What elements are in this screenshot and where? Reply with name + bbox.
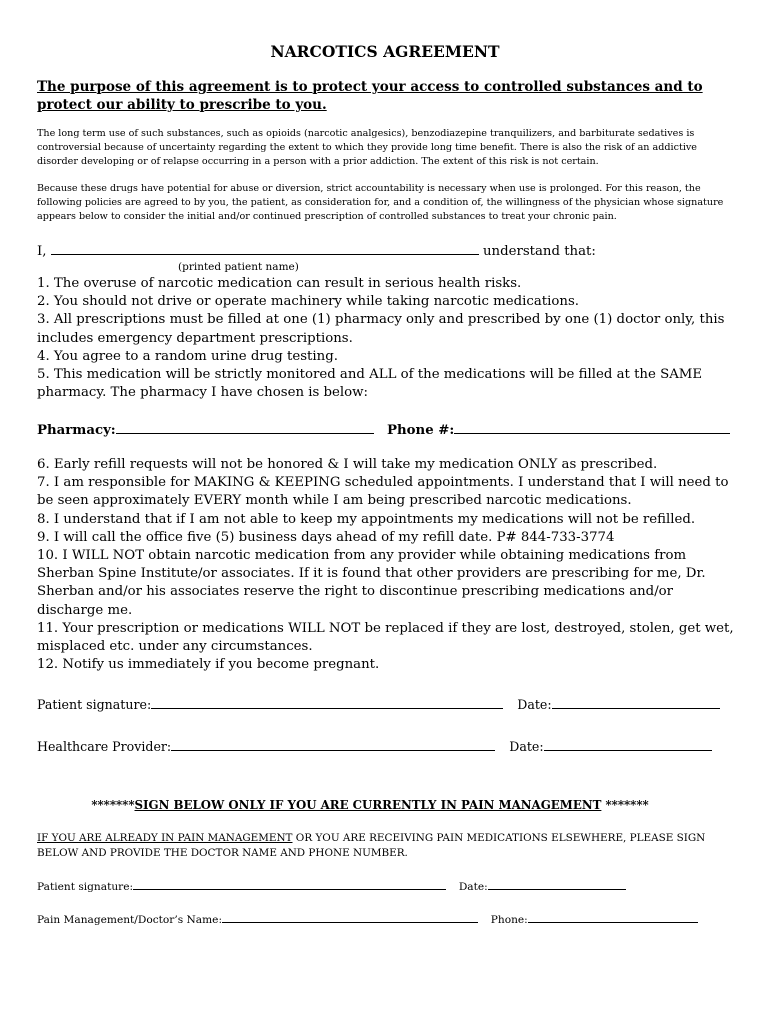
understand-prefix: I, (37, 244, 47, 259)
understand-line (37, 242, 596, 261)
list-item: 5. This medication will be strictly monitored and ALL of the medications will be filled at the SAME pharmacy. The pharmacy I have chosen is below: (37, 367, 703, 401)
patient-name-caption: (printed patient name) (178, 261, 299, 273)
patient-name-field[interactable] (51, 242, 479, 255)
patient-signature-field[interactable] (151, 696, 503, 709)
pharmacy-phone-label: Phone #: (387, 423, 455, 438)
provider-date-field[interactable] (544, 738, 712, 751)
patient-date-field[interactable] (552, 696, 720, 709)
pharmacy-field[interactable] (116, 421, 374, 434)
pain-patient-signature-label: Patient signature: (37, 881, 134, 893)
provider-date-label: Date: (509, 739, 544, 754)
list-item: 6. Early refill requests will not be honored & I will take my medication ONLY as prescribed. (37, 457, 658, 472)
list-item: 2. You should not drive or operate machinery while taking narcotic medications. (37, 294, 580, 310)
pain-doctor-label: Pain Management/Doctor’s Name: (37, 914, 223, 926)
pharmacy-row (37, 421, 730, 440)
pain-management-note (37, 831, 737, 861)
pain-doctor-row (37, 910, 698, 926)
purpose-statement: The purpose of this agreement is to protect your access to controlled substances and to protect our ability to prescribe to you. (37, 79, 703, 113)
pharmacy-label: Pharmacy: (37, 423, 116, 438)
pain-management-heading (0, 798, 740, 812)
pain-date-label: Date: (458, 881, 488, 893)
provider-signature-field[interactable] (171, 738, 495, 751)
pain-note-underlined: IF YOU ARE ALREADY IN PAIN MANAGEMENT (37, 832, 293, 844)
pain-phone-field[interactable] (528, 910, 698, 923)
list-item: 11. Your prescription or medications WILL NOT be replaced if they are lost, destroyed, stolen, get wet, misplaced etc. under any circumstances. (37, 620, 734, 655)
agreement-list-part-2 (37, 456, 737, 674)
list-item: 12. Notify us immediately if you become pregnant. (37, 657, 380, 673)
pain-patient-signature-row (37, 877, 626, 893)
list-item: 9. I will call the office five (5) business days ahead of my refill date. P# 844-733-3774 (37, 529, 615, 545)
understand-suffix: understand that: (482, 244, 596, 259)
list-item: 10. I WILL NOT obtain narcotic medication from any provider while obtaining medications from Sherban Spine Institute/or associates. If it is found that other providers are prescribing for me, Dr. Sherban and/or his associates reserve the right to discontinue prescribing medications and/or discharge me. (37, 548, 706, 618)
stars-right: ******* (601, 798, 649, 812)
pain-phone-label: Phone: (490, 914, 528, 926)
pain-note-rest: OR YOU ARE RECEIVING PAIN MEDICATIONS ELSEWHERE, PLEASE SIGN BELOW AND PROVIDE THE DOCTOR NAME AND PHONE NUMBER. (37, 832, 706, 859)
list-item: 3. All prescriptions must be filled at one (1) pharmacy only and prescribed by one (1) doctor only, this includes emergency department prescriptions. (37, 312, 725, 346)
patient-date-label: Date: (517, 697, 552, 712)
pain-doctor-field[interactable] (222, 910, 478, 923)
patient-signature-label: Patient signature: (37, 697, 152, 712)
list-item: 1. The overuse of narcotic medication can result in serious health risks. (37, 276, 522, 291)
list-item: 7. I am responsible for MAKING & KEEPING scheduled appointments. I understand that I will need to be seen approximately EVERY month while I am being prescribed narcotic medications. (37, 475, 729, 509)
pain-heading-text: SIGN BELOW ONLY IF YOU ARE CURRENTLY IN PAIN MANAGEMENT (134, 798, 602, 812)
provider-signature-label: Healthcare Provider: (37, 739, 172, 754)
pharmacy-phone-field[interactable] (454, 421, 730, 434)
document-title: NARCOTICS AGREEMENT (270, 42, 500, 61)
pain-patient-signature-field[interactable] (133, 877, 446, 890)
provider-signature-row (37, 738, 712, 754)
stars-left: ******* (91, 798, 135, 812)
pain-date-field[interactable] (488, 877, 626, 890)
list-item: 8. I understand that if I am not able to keep my appointments my medications will not be refilled. (37, 511, 696, 527)
intro-paragraph-2: Because these drugs have potential for abuse or diversion, strict accountability is necessary when use is prolonged. For this reason, the following policies are agreed to by you, the patient, as consideration for, and a condition of, the willingness of the physician whose signature appears below to consider the initial and/or continued prescription of controlled substances to treat your chronic pain. (37, 183, 724, 222)
patient-signature-row (37, 696, 720, 712)
intro-paragraph-1: The long term use of such substances, such as opioids (narcotic analgesics), benzodiazepine tranquilizers, and barbiturate sedatives is controversial because of uncertainty regarding the extent to which they provide long time benefit. There is also the risk of an addictive disorder developing or of relapse occurring in a person with a prior addiction. The extent of this risk is not certain. (37, 128, 697, 167)
agreement-list-part-1 (37, 275, 737, 402)
list-item: 4. You agree to a random urine drug testing. (37, 348, 338, 364)
